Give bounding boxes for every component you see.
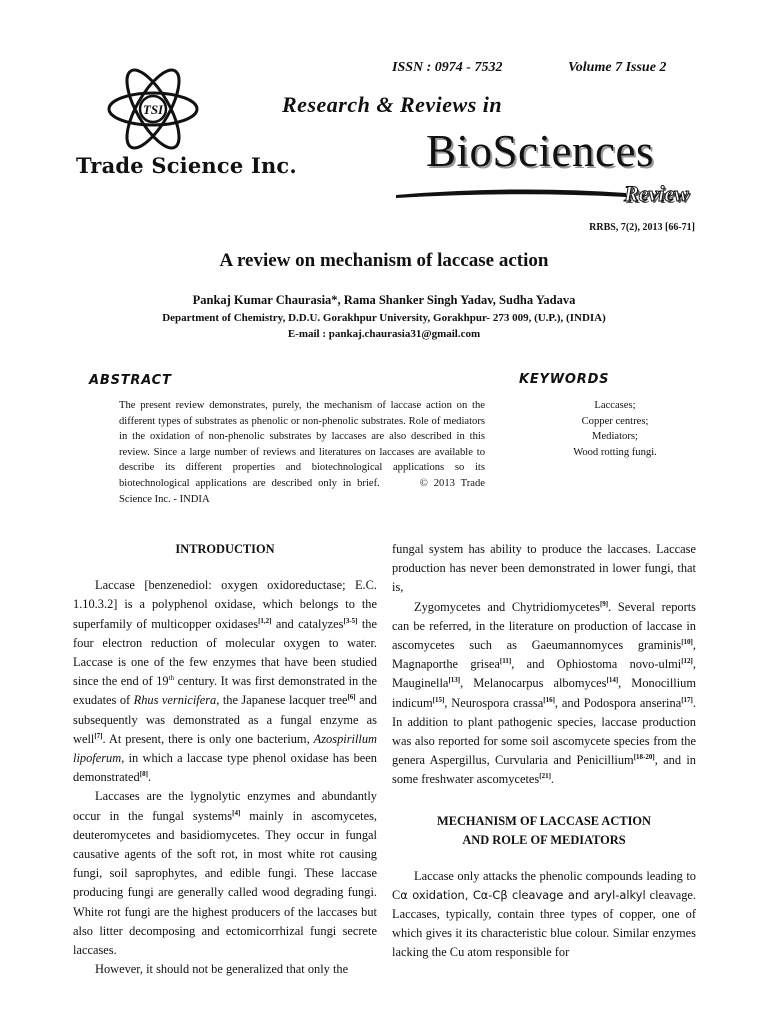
keyword-item: Wood rotting fungi. — [573, 446, 657, 458]
article-title: A review on mechanism of laccase action — [219, 250, 549, 271]
publisher-name: Trade Science Inc. — [76, 153, 297, 178]
abstract-copyright: © 2013 Trade Science Inc. - INDIA — [119, 477, 486, 505]
paragraph-intro-1: Laccase [benzenediol: oxygen oxidoreductase; E.C. 1.10.3.2] is a polyphenol oxidase, which belongs to the superfamily of multicopper oxidases[1,2] and catalyzes[3-5] the four electron reduction of molecular oxygen to water. Laccase is one of the few enzymes that have been studied since the end of 19th century. It was first demonstrated in the exudates of Rhus vernicifera, the Japanese lacquer tree[6] and subsequently was demonstrated as a fungal enzyme as well[7]. At present, there is only one bacterium, Azospirillum lipoferum, in which a laccase type phenol oxidase has been demonstrated[8]. — [73, 578, 377, 785]
title-swoosh-decoration — [396, 183, 626, 203]
abstract-paragraph: The present review demonstrates, purely, the mechanism of laccase action on the different types of substrates as phenolic or non-phenolic substrates. Role of mediators in the oxidation of non-phenolic substrates by laccases are also described in this review. Since a large number of reviews and literatures on laccases are available to describe its different properties and biotechnological applications so its biotechnological applications are described only in brief. — [119, 400, 485, 489]
author-email: E-mail : pankaj.chaurasia31@gmail.com — [287, 328, 481, 340]
author-affiliation: Department of Chemistry, D.D.U. Gorakhpur University, Gorakhpur- 273 009, (U.P.), (INDIA) — [162, 312, 606, 324]
keyword-item: Laccases; — [594, 400, 636, 411]
volume-issue-label: Volume 7 Issue 2 — [568, 60, 667, 75]
atom-logo-icon — [106, 62, 200, 154]
mechanism-heading: MECHANISM OF LACCASE ACTION AND ROLE OF MEDIATORS — [437, 813, 651, 847]
abstract-heading: ABSTRACT — [89, 373, 172, 388]
paragraph-intro-3: However, it should not be generalized that only the — [95, 962, 349, 977]
paragraph-mechanism: Laccase only attacks the phenolic compounds leading to Cα oxidation, Cα-Cβ cleavage and aryl-alkyl cleavage. Laccases, typically, contain three types of copper, one of which gives it its characteristic blue colour. Similar enzymes lacking the Cu atom responsible for — [392, 868, 696, 960]
paragraph-intro-2: Laccases are the lygnolytic enzymes and abundantly occur in the fungal systems[4] mainly in ascomycetes, deuteromycetes and basidiomycetes. They occur in fungal causative agents of the soft rot, in most white rot causing fungi, soil saprophytes, and edible fungi. These laccase producing fungi are generally called wood degrading fungi. White rot fungi are the highest producers of the laccases but also litter decomposing and ectomicorrhizal fungi secrete laccases. — [73, 789, 378, 958]
keyword-item: Copper centres; — [581, 415, 649, 427]
paragraph-continued: fungal system has ability to produce the laccases. Laccase production has never been demonstrated in lower fungi, that is, — [392, 542, 696, 595]
journal-title-prefix: Research & Reviews in — [282, 92, 503, 117]
citation-label: RRBS, 7(2), 2013 [66-71] — [589, 222, 695, 233]
keywords-heading: KEYWORDS — [519, 372, 610, 387]
keyword-item: Mediators; — [592, 431, 638, 443]
journal-title-sub: Review — [624, 181, 689, 206]
keywords-list — [540, 398, 690, 460]
logo-text: TSI — [142, 102, 164, 117]
body-column-left — [73, 540, 377, 979]
article-authors: Pankaj Kumar Chaurasia*, Rama Shanker Singh Yadav, Sudha Yadava — [192, 293, 576, 307]
introduction-heading: INTRODUCTION — [175, 542, 275, 556]
abstract-text — [119, 398, 485, 507]
paragraph-fungi-species: Zygomycetes and Chytridiomycetes[9]. Several reports can be referred, in the literature on production of laccase in ascomycetes such as Gaeumannomyces graminis[10], Magnaporthe grisea[11], and Ophiostoma novo-ulmi[12], Mauginella[13], Melanocarpus albomyces[14], Monocillium indicum[15], Neurospora crassa[16], and Podospora anserina[17]. In addition to plant pathogenic species, laccase production was also reported for some soil ascomycete species from the genera Aspergillus, Curvularia and Penicillium[18-20], and in some freshwater ascomycetes[21]. — [392, 599, 697, 787]
body-column-right — [392, 540, 696, 963]
issn-label: ISSN : 0974 - 7532 — [392, 60, 503, 75]
journal-title-main: BioSciences — [426, 126, 654, 176]
